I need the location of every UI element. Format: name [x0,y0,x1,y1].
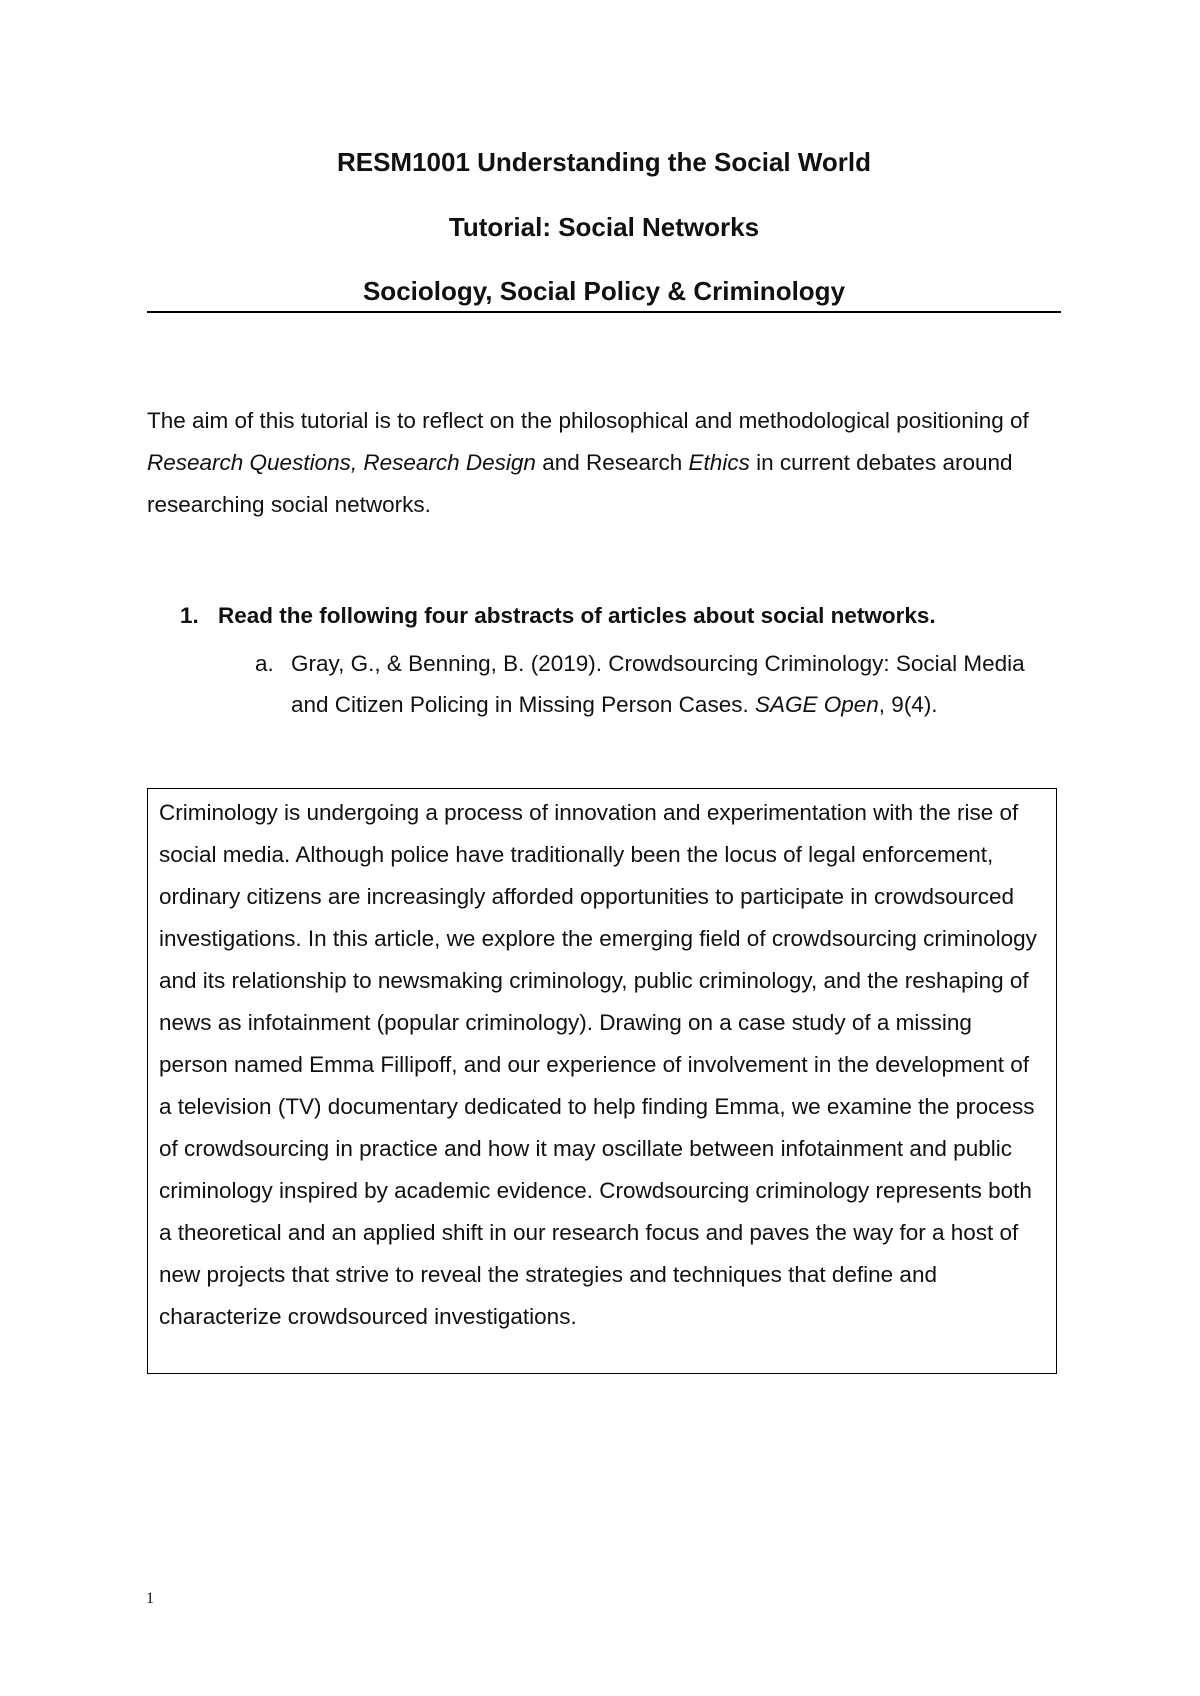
citation-a-body [291,643,1055,725]
citation-a-journal: SAGE Open [754,692,879,717]
intro-text-1: The aim of this tutorial is to reflect on the philosophical and methodological positioning of [147,408,1029,433]
tutorial-title: Tutorial: Social Networks [448,212,760,242]
question-1-text: Read the following four abstracts of articles about social networks. [218,603,936,628]
page-number: 1 [146,1590,154,1607]
department-title: Sociology, Social Policy & Criminology [362,276,846,306]
abstract-a-box: Criminology is undergoing a process of innovation and experimentation with the rise of social media. Although police have traditionally been the locus of legal enforcement, ordinary citizens are increasingly afforded opportunities to participate in crowdsourced investigations. In this article, we explore the emerging field of crowdsourcing criminology and its relationship to newsmaking criminology, public criminology, and the reshaping of news as infotainment (popular criminology). Drawing on a case study of a missing person named Emma Fillipoff, and our experience of involvement in the development of a television (TV) documentary dedicated to help finding Emma, we examine the process of crowdsourcing in practice and how it may oscillate between infotainment and public criminology inspired by academic evidence. Crowdsourcing criminology represents both a theoretical and an applied shift in our research focus and paves the way for a host of new projects that strive to reveal the strategies and techniques that define and characterize crowdsourced investigations. [147,788,1057,1374]
intro-paragraph [147,400,1067,526]
intro-text-2: and Research [535,450,689,475]
citation-a-letter: a. [255,651,274,676]
citation-a-volume: , 9(4). [878,692,938,717]
citation-a-text: Gray, G., & Benning, B. (2019). Crowdsourcing Criminology: Social Media and Citizen Policing in Missing Person Cases. [291,651,1025,717]
question-1 [180,600,1080,632]
intro-text-3: in current debates around researching social networks. [147,450,1013,517]
intro-italic-ethics: Ethics [688,450,750,475]
citation-a [255,643,1055,725]
intro-italic-research-questions-design: Research Questions, Research Design [147,450,536,475]
question-1-number: 1. [180,603,199,628]
title-underline-divider [147,311,1061,313]
course-title: RESM1001 Understanding the Social World [336,147,872,177]
